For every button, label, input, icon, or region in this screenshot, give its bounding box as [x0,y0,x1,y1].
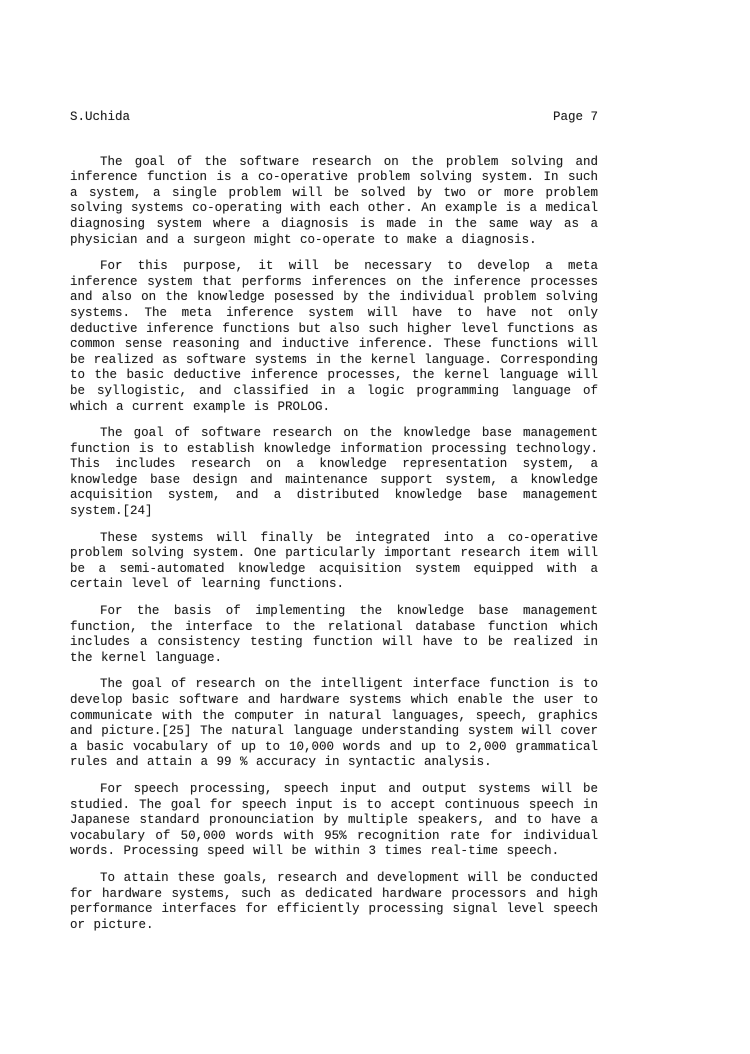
document-header [70,110,598,126]
document-body [70,155,598,934]
paragraph-intelligent-interface: The goal of research on the intelligent interface function is to develop basic software and hardware systems which enable the user to communicate with the computer in natural languages, speech, graphics and picture.[25] The natural language understanding system will cover a basic vocabulary of up to 10,000 words and up to 2,000 grammatical rules and attain a 99 % accuracy in syntactic analysis. [70,677,598,770]
paragraph-meta-inference: For this purpose, it will be necessary to develop a meta inference system that performs inferences on the inference processes and also on the knowledge posessed by the individual problem solving systems. The meta inference system will have to have not only deductive inference functions but also such higher level functions as common sense reasoning and inductive inference. These functions will be realized as software systems in the kernel language. Corresponding to the basic deductive inference processes, the kernel language will be syllogistic, and classified in a logic programming language of which a current example is PROLOG. [70,259,598,414]
paragraph-relational-database: For the basis of implementing the knowledge base management function, the interface to the relational database function which includes a consistency testing function will have to be realized in the kernel language. [70,604,598,665]
author-name: S.Uchida [70,110,131,124]
paragraph-problem-solving-goal: The goal of the software research on the problem solving and inference function is a co-operative problem solving system. In such a system, a single problem will be solved by two or more problem solving systems co-operating with each other. An example is a medical diagnosing system where a diagnosis is made in the same way as a physician and a surgeon might co-operate to make a diagnosis. [70,154,598,247]
paragraph-knowledge-base-goal: The goal of software research on the knowledge base management function is to establish knowledge information processing technology. This includes research on a knowledge representation system, a knowledge base design and maintenance support system, a knowledge acquisition system, and a distributed knowledge base management system.[24] [70,426,598,519]
paragraph-integration: These systems will finally be integrated into a co-operative problem solving system. One particularly important research item will be a semi-automated knowledge acquisition system equipped with a certain level of learning functions. [70,530,598,592]
document-content [70,110,598,944]
paragraph-hardware-systems: To attain these goals, research and development will be conducted for hardware systems, such as dedicated hardware processors and high performance interfaces for efficiently processing signal level speech or picture. [70,870,598,932]
paragraph-speech-processing: For speech processing, speech input and output systems will be studied. The goal for speech input is to accept continuous speech in Japanese standard pronounciation by multiple speakers, and to have a vocabulary of 50,000 words with 95% recognition rate for individual words. Processing speed will be within 3 times real-time speech. [70,781,598,859]
page-number-label: Page 7 [552,110,598,124]
